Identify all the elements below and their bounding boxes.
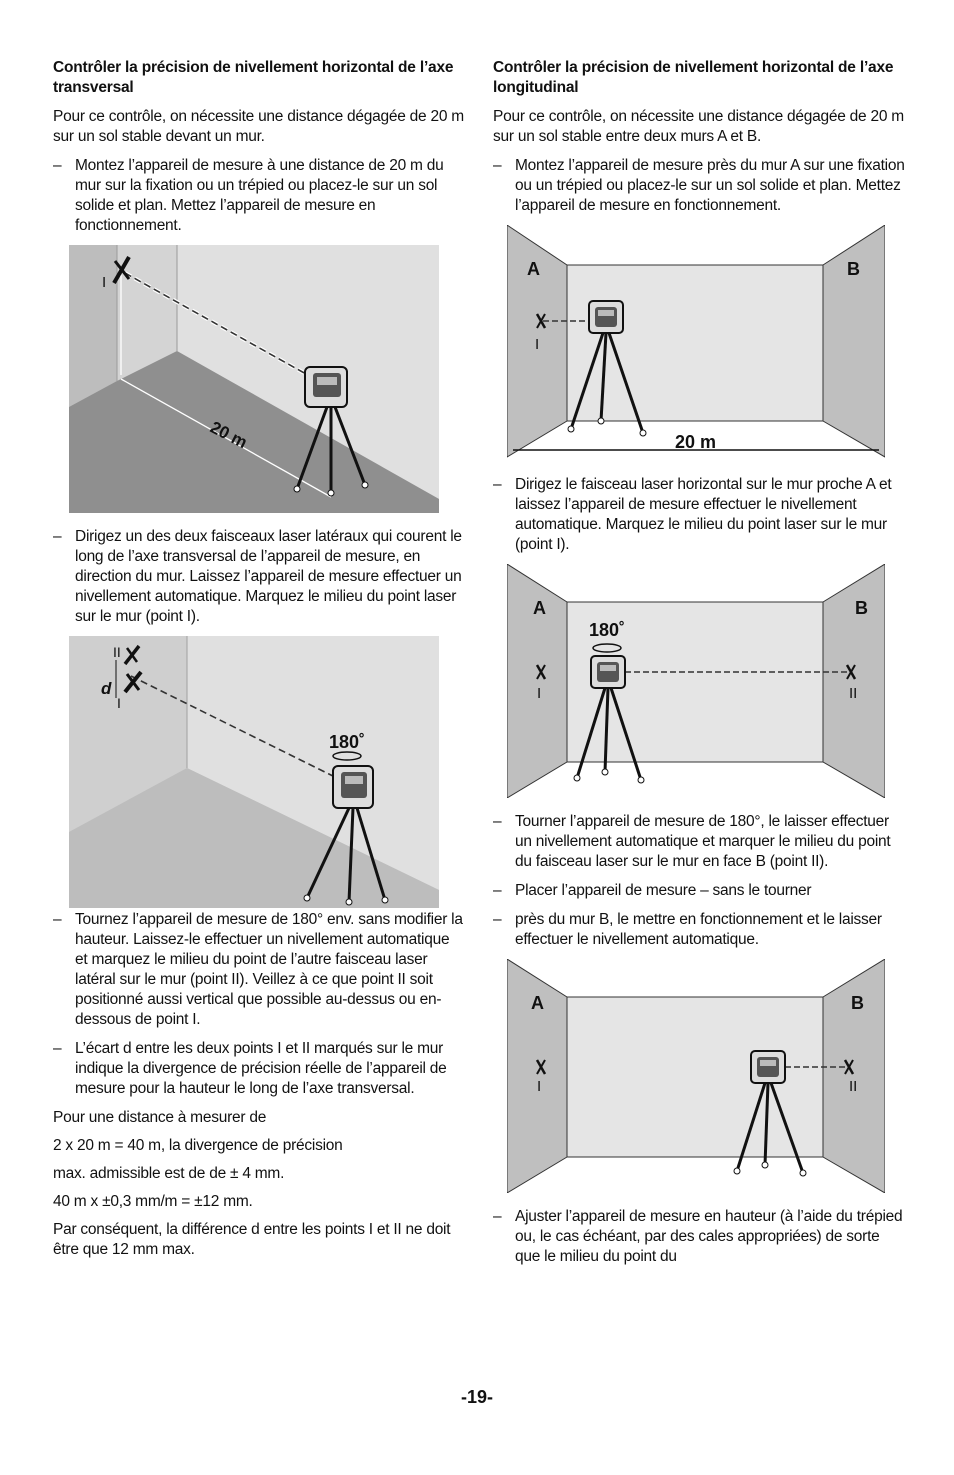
distance-label: 20 m: [675, 432, 717, 452]
right-column: [493, 58, 905, 1276]
left-column: [53, 58, 465, 1269]
instruction-step: – Montez l’appareil de mesure à une distance de 20 m du mur sur la fixation ou un trépied ou placez-le sur un sol solide et plan. Mettez l’appareil de mesure en fonctionnement.: [53, 157, 444, 234]
wall-a-label: A: [527, 259, 540, 279]
point-ii-label: II: [849, 1078, 858, 1095]
section-heading-longitudinal: Contrôler la précision de nivellement horizontal de l’axe longitudinal: [493, 59, 894, 96]
wall-b-label: B: [851, 993, 864, 1013]
rotation-angle-label: 180˚: [589, 620, 626, 640]
conclusion-paragraph: Par conséquent, la différence d entre les points I et II ne doit être que 12 mm max.: [53, 1221, 451, 1258]
instruction-step: – Dirigez un des deux faisceaux laser latéraux qui courent le long de l’axe transversal de l’appareil de mesure, en direction du mur. Laissez l’appareil de mesure effectuer un nivellement automatique. Marquez le milieu du point laser sur le mur (point I).: [53, 528, 462, 625]
distance-label: 20 m: [207, 417, 251, 453]
calculation-line: 40 m x ±0,3 mm/m = ±12 mm.: [53, 1193, 253, 1210]
point-i-label: I: [537, 1078, 542, 1095]
instruction-step: – Tourner l’appareil de mesure de 180°, le laisser effectuer un nivellement automatique et marquer le milieu du point du faisceau laser sur le mur en face B (point II).: [493, 813, 891, 870]
calculation-line: max. admissible est de de ± 4 mm.: [53, 1165, 285, 1182]
point-i-label: I: [537, 685, 542, 702]
instruction-step: – Dirigez le faisceau laser horizontal sur le mur proche A et laissez l’appareil de mesure effectuer le nivellement automatique. Marquez le milieu du point laser sur le mur (point I).: [493, 476, 892, 553]
wall-a-label: A: [531, 993, 544, 1013]
instruction-step: – Placer l’appareil de mesure – sans le tourner: [493, 882, 812, 899]
point-ii-label: II: [849, 685, 858, 702]
point-i-label: I: [117, 695, 121, 711]
page-number: -19-: [460, 1387, 493, 1407]
wall-b-label: B: [855, 598, 868, 618]
rotation-angle-label: 180˚: [329, 732, 366, 752]
wall-b-label: B: [847, 259, 860, 279]
section-heading-transversal: Contrôler la précision de nivellement horizontal de l’axe transversal: [53, 59, 454, 96]
figure-transversal-setup: [69, 245, 439, 513]
instruction-step: – Tournez l’appareil de mesure de 180° env. sans modifier la hauteur. Laissez-le effectuer un nivellement automatique et marquez le milieu du point de l’autre faisceau laser latéral sur le mur (point II). Veillez à ce que point II soit positionné aussi vertical que possible au-dessus ou en-dessous de point I.: [53, 911, 463, 1028]
intro-paragraph: Pour ce contrôle, on nécessite une distance dégagée de 20 m sur un sol stable devant un mur.: [53, 108, 464, 145]
point-i-label: I: [102, 274, 107, 291]
point-i-label: I: [535, 336, 540, 353]
intro-paragraph: Pour ce contrôle, on nécessite une distance dégagée de 20 m sur un sol stable entre deux murs A et B.: [493, 108, 904, 145]
instruction-step: – près du mur B, le mettre en fonctionnement et le laisser effectuer le nivellement automatique.: [493, 911, 882, 948]
wall-a-label: A: [533, 598, 546, 618]
instruction-step: – L’écart d entre les deux points I et II marqués sur le mur indique la divergence de précision réelle de l’appareil de mesure pour la hauteur le long de l’axe transversal.: [53, 1040, 447, 1097]
point-ii-label: II: [113, 644, 121, 660]
distance-d-label: d: [101, 679, 112, 698]
instruction-step: – Montez l’appareil de mesure près du mur A sur une fixation ou un trépied ou placez-le sur un sol solide et plan. Mettez l’appareil de mesure en fonctionnement.: [493, 157, 905, 214]
calculation-line: Pour une distance à mesurer de: [53, 1109, 267, 1126]
figure-longitudinal-rotate: [507, 564, 885, 798]
figure-longitudinal-wall-b: [507, 959, 885, 1193]
instruction-step: – Ajuster l’appareil de mesure en hauteur (à l’aide du trépied ou, le cas échéant, par des cales appropriées) de sorte que le milieu du point du: [493, 1208, 903, 1265]
calculation-line: 2 x 20 m = 40 m, la divergence de précision: [53, 1137, 343, 1154]
figure-longitudinal-setup: [507, 225, 885, 461]
figure-transversal-rotate: [69, 636, 439, 908]
